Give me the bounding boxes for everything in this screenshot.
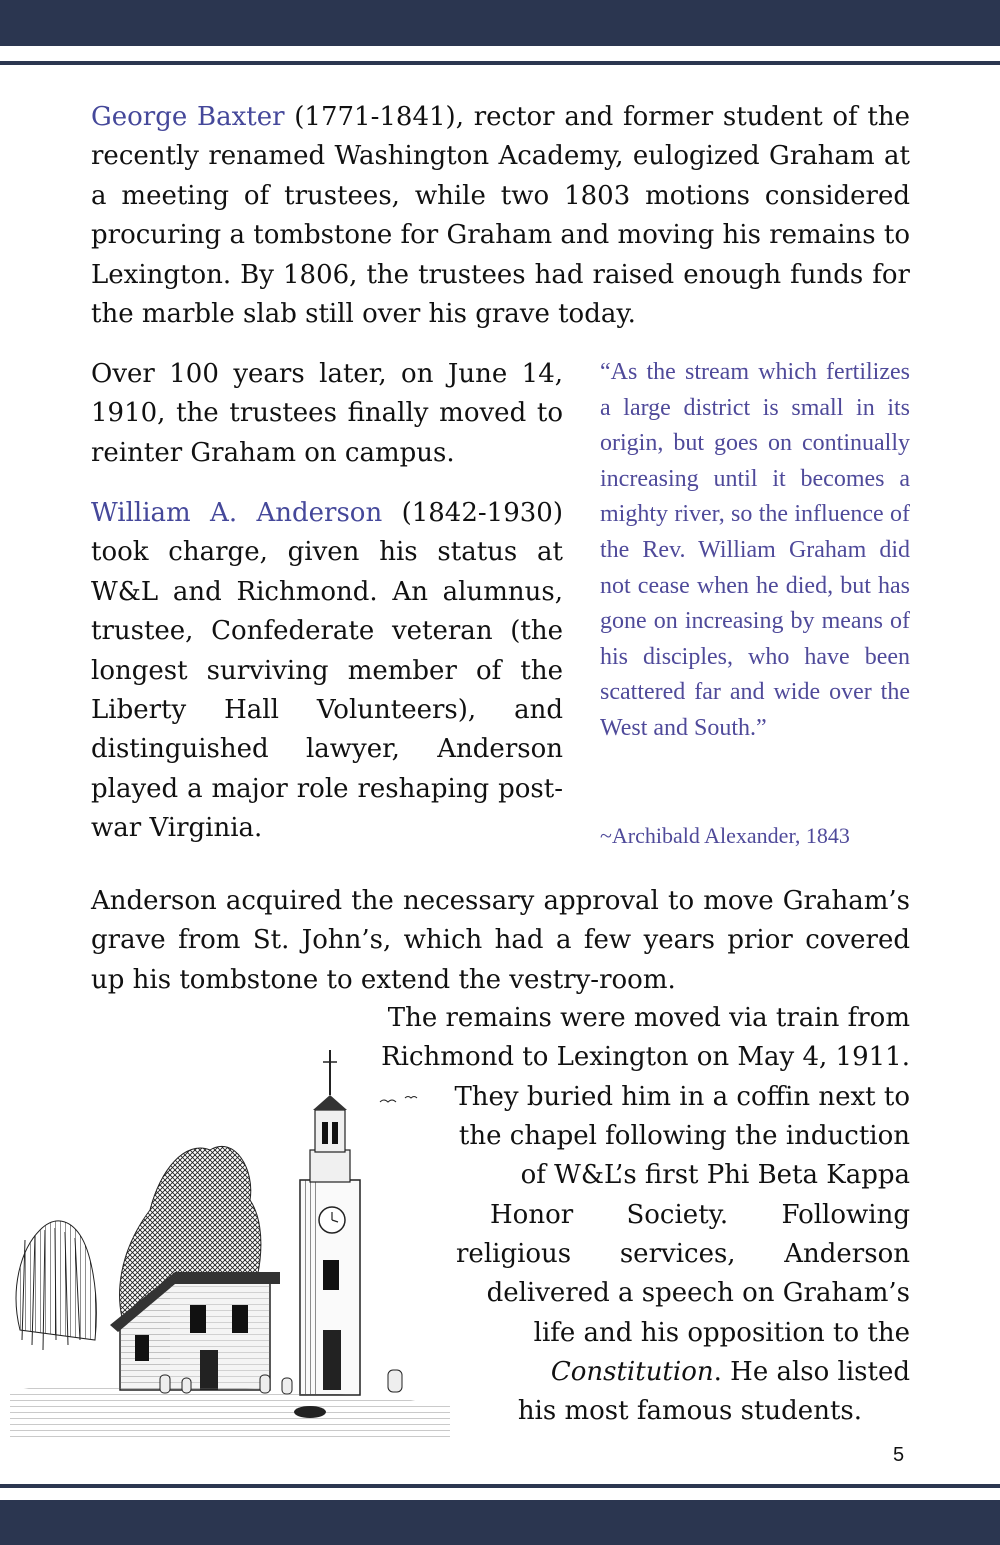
pull-quote: “As the stream which fertilizes a large district is small in its origin, but goes on continually increasing until it becomes a mighty river, so the influence of the Rev. William Graham did not cease when he died, but has gone on increasing by means of his disciples, who have been scattered far and wide over the West and South.”	[600, 359, 910, 741]
constitution-italic: Constitution	[550, 1357, 714, 1387]
wrapped-line-2: Richmond to Lexington on May 4, 1911.	[381, 1042, 910, 1072]
wrapped-line-10	[551, 1353, 910, 1392]
paragraph-baxter	[91, 98, 910, 334]
wrapped-line-7-word-1: religious	[456, 1239, 572, 1269]
paragraph-anderson	[91, 494, 563, 849]
header-band	[0, 0, 1000, 46]
paragraph-grave-move-text: Anderson acquired the necessary approval to move Graham’s grave from St. John’s, which had a few years prior covered up his tombstone to extend the vestry-room.	[91, 886, 910, 995]
name-william-anderson: William A. Anderson	[91, 498, 383, 528]
quote-attribution: ~Archibald Alexander, 1843	[600, 823, 850, 848]
wrapped-line-4: the chapel following the induction	[458, 1121, 910, 1151]
paragraph-reinter-text: Over 100 years later, on June 14, 1910, the trustees finally moved to reinter Graham on campus.	[91, 359, 563, 468]
wrapped-line-10-rest: . He also listed	[713, 1357, 910, 1387]
wrapped-line-7-word-3: Anderson	[784, 1239, 910, 1269]
wrapped-line-1: The remains were moved via train from	[387, 1003, 910, 1033]
wrapped-line-6-word-2: Society.	[626, 1200, 729, 1230]
wrapped-line-11: his most famous students.	[517, 1396, 862, 1426]
page-number: 5	[893, 1444, 905, 1466]
wrapped-line-6	[490, 1196, 910, 1235]
wrapped-line-5: of W&L’s first Phi Beta Kappa	[520, 1160, 910, 1190]
wrapped-line-9: life and his opposition to the	[533, 1318, 910, 1348]
wrapped-line-6-word-1: Honor	[490, 1200, 574, 1230]
footer-band	[0, 1500, 1000, 1545]
paragraph-grave-move	[91, 882, 910, 1000]
paragraph-anderson-text: (1842-1930) took charge, given his status at W&L and Richmond. An alumnus, trustee, Confederate veteran (the longest surviving member of the Liberty Hall Volunteers), and distinguished lawyer, Anderson played a major role reshaping post-war Virginia.	[91, 498, 563, 844]
church-engraving-illustration	[10, 1040, 450, 1440]
paragraph-baxter-text: (1771-1841), rector and former student of the recently renamed Washington Academy, eulogized Graham at a meeting of trustees, while two 1803 motions considered procuring a tombstone for Graham and moving his remains to Lexington. By 1806, the trustees had raised enough funds for the marble slab still over his grave today.	[91, 102, 910, 330]
name-george-baxter: George Baxter	[91, 102, 285, 132]
footer-rule	[0, 1484, 1000, 1488]
wrapped-line-7-word-2: services,	[619, 1239, 736, 1269]
wrapped-line-8: delivered a speech on Graham’s	[486, 1278, 910, 1308]
header-rule	[0, 61, 1000, 65]
wrapped-line-7	[456, 1235, 910, 1274]
paragraph-reinter	[91, 355, 563, 473]
wrapped-line-6-word-3: Following	[781, 1200, 910, 1230]
wrapped-line-3: They buried him in a coffin next to	[454, 1082, 910, 1112]
